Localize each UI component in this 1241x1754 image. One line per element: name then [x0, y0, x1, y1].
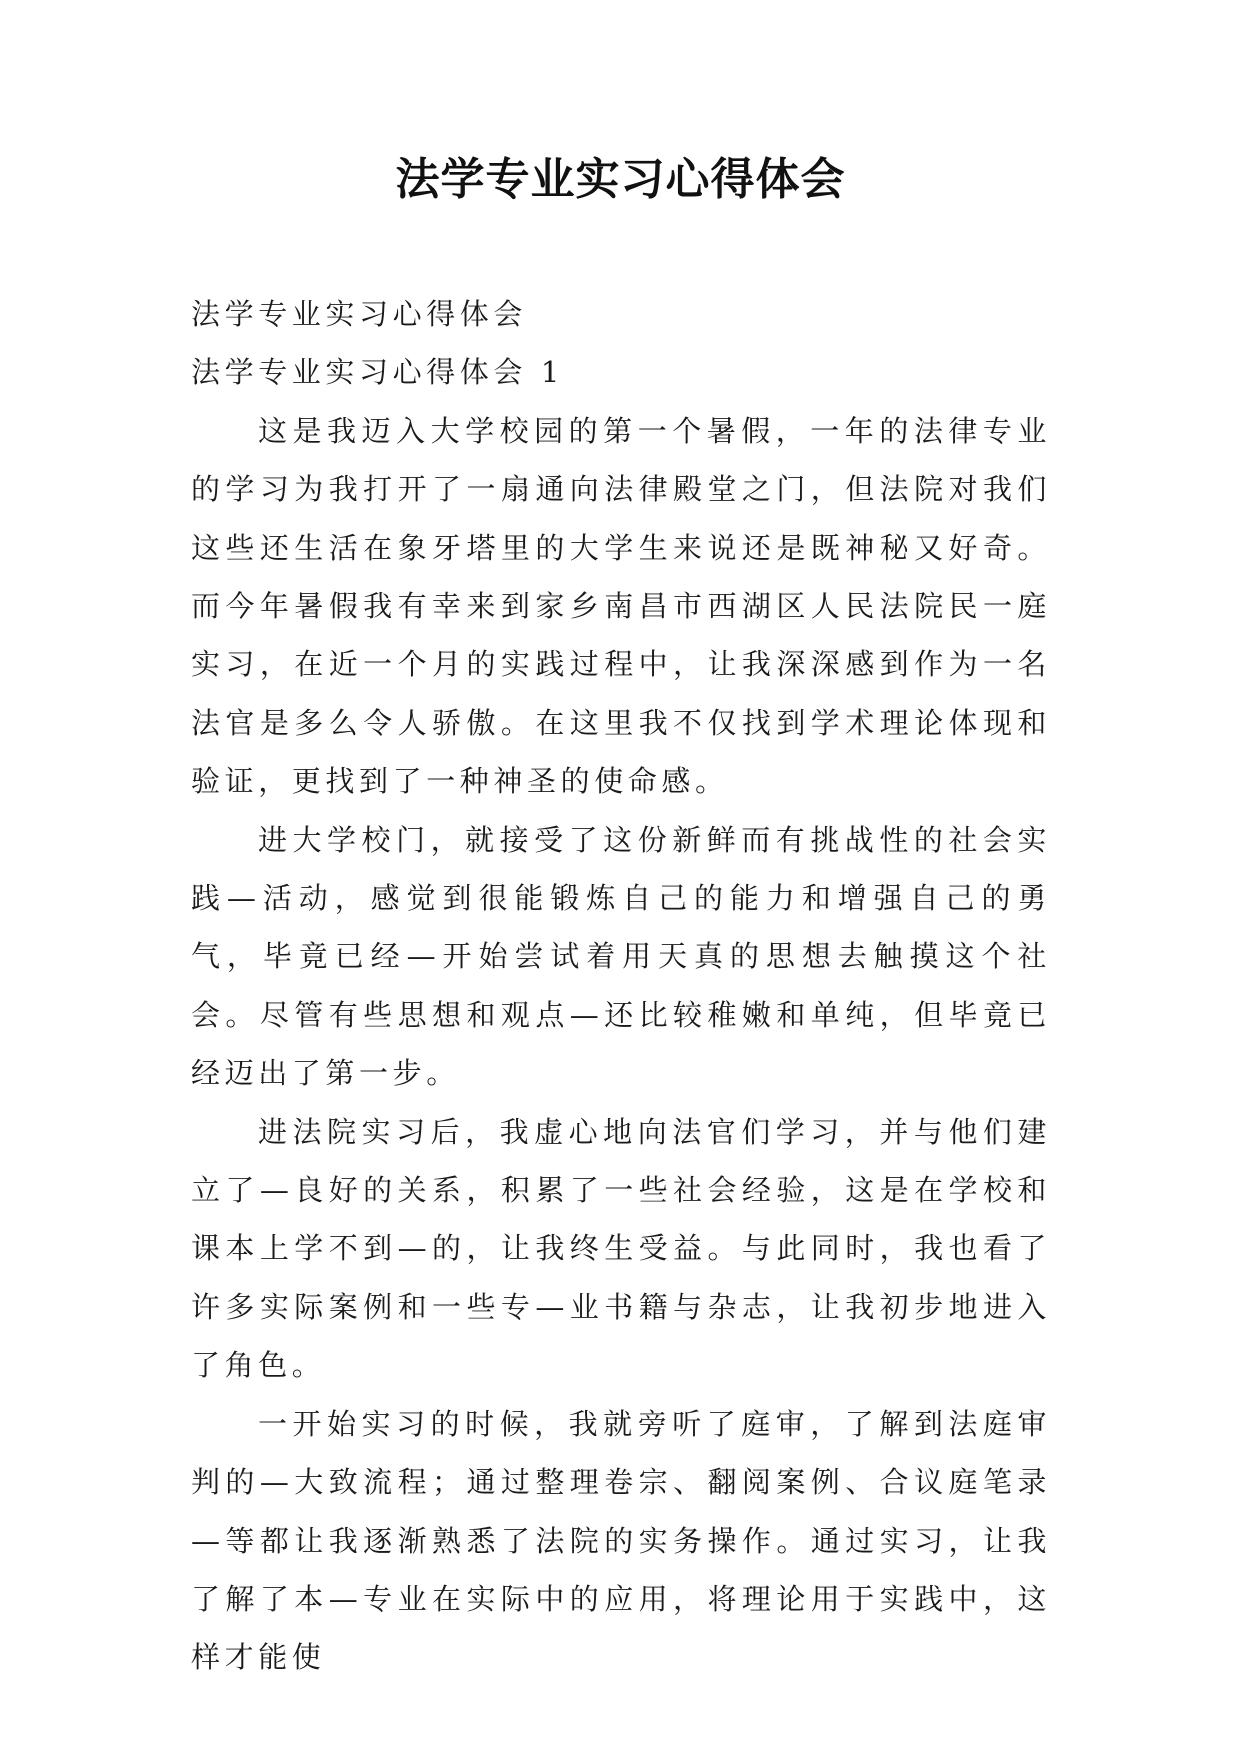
paragraph-4: 一开始实习的时候，我就旁听了庭审，了解到法庭审判的—大致流程；通过整理卷宗、翻阅案例、合议庭笔录—等都让我逐渐熟悉了法院的实务操作。通过实习，让我了解了本—专业在实际中的应用，将理论用于实践中，这样才能使 — [191, 1406, 1051, 1675]
section-heading: 法学专业实习心得体会 — [191, 297, 528, 331]
paragraph-2: 进大学校门，就接受了这份新鲜而有挑战性的社会实践—活动，感觉到很能锻炼自己的能力和增强自己的勇气，毕竟已经—开始尝试着用天真的思想去触摸这个社会。尽管有些思想和观点—还比较稚嫩和单纯，但毕竟已经迈出了第一步。 — [191, 822, 1051, 1091]
document-body — [191, 285, 1051, 1687]
document-title: 法学专业实习心得体会 — [395, 154, 846, 205]
paragraph-1: 这是我迈入大学校园的第一个暑假，一年的法律专业的学习为我打开了一扇通向法律殿堂之门，但法院对我们这些还生活在象牙塔里的大学生来说还是既神秘又好奇。而今年暑假我有幸来到家乡南昌市西湖区人民法院民一庭实习，在近一个月的实践过程中，让我深深感到作为一名法官是多么令人骄傲。在这里我不仅找到学术理论体现和验证，更找到了一种神圣的使命感。 — [191, 413, 1051, 799]
section-subheading: 法学专业实习心得体会 1 — [191, 355, 564, 390]
paragraph-3: 进法院实习后，我虚心地向法官们学习，并与他们建立了—良好的关系，积累了一些社会经验，这是在学校和课本上学不到—的，让我终生受益。与此同时，我也看了许多实际案例和一些专—业书籍与杂志，让我初步地进入了角色。 — [191, 1114, 1051, 1383]
